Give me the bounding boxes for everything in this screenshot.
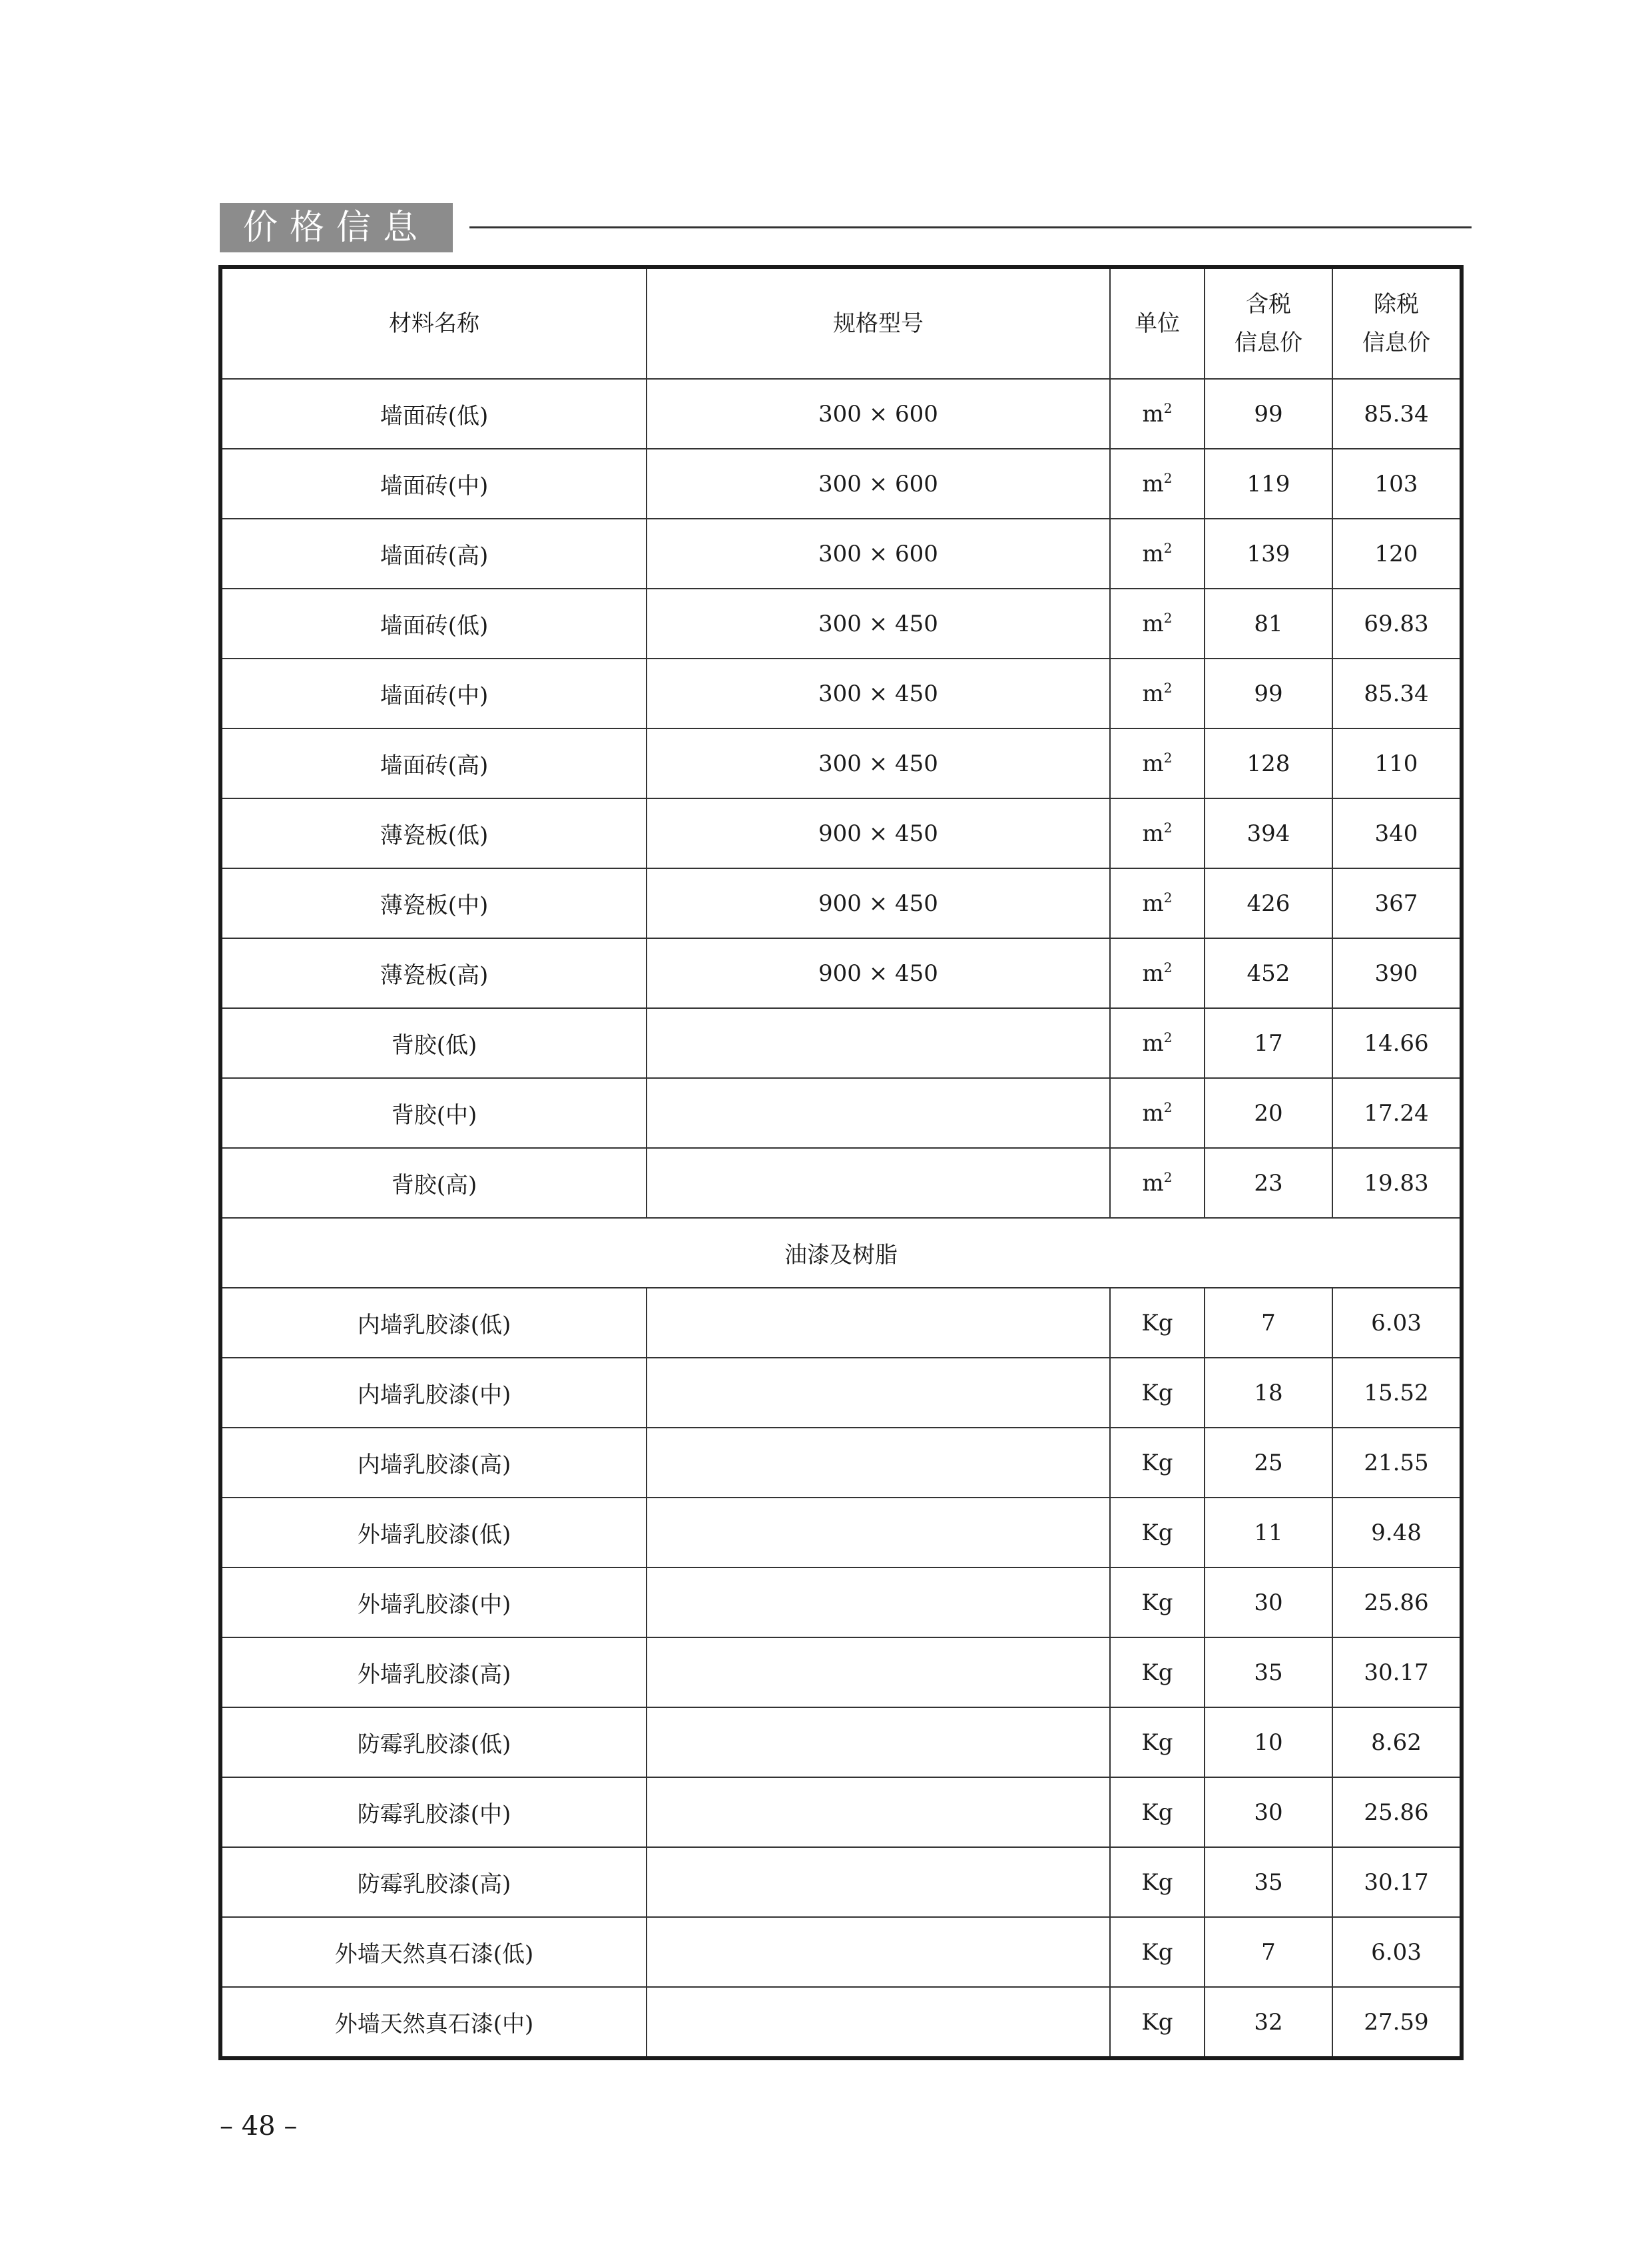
table-row <box>220 379 1462 449</box>
unit-superscript: 2 <box>1163 679 1173 696</box>
material-name-cell: 墙面砖(中) <box>220 659 647 728</box>
tax-included-price-cell: 452 <box>1205 938 1332 1008</box>
table-row <box>220 868 1462 938</box>
unit-text: Kg <box>1141 1868 1173 1896</box>
spec-cell: 300 × 600 <box>647 519 1110 589</box>
unit-cell <box>1110 1637 1205 1707</box>
material-name-cell: 外墙乳胶漆(高) <box>220 1637 647 1707</box>
table-row <box>220 1498 1462 1567</box>
unit-text: m <box>1142 1169 1164 1197</box>
tax-excluded-price-cell: 19.83 <box>1332 1148 1462 1218</box>
tax-included-price-cell: 20 <box>1205 1078 1332 1148</box>
table-row <box>220 1917 1462 1987</box>
spec-cell: 300 × 450 <box>647 728 1110 798</box>
material-name-cell: 外墙天然真石漆(低) <box>220 1917 647 1987</box>
tax-excluded-price-cell: 15.52 <box>1332 1358 1462 1428</box>
table-row <box>220 728 1462 798</box>
tax-included-price-cell: 81 <box>1205 589 1332 659</box>
material-name-cell: 墙面砖(高) <box>220 519 647 589</box>
spec-cell: 300 × 450 <box>647 659 1110 728</box>
spec-cell <box>647 1498 1110 1567</box>
spec-cell: 300 × 600 <box>647 449 1110 519</box>
unit-text: m <box>1142 470 1164 497</box>
unit-text: Kg <box>1141 1659 1173 1686</box>
tax-included-price-cell: 17 <box>1205 1008 1332 1078</box>
unit-cell <box>1110 1428 1205 1498</box>
tax-excluded-price-cell: 390 <box>1332 938 1462 1008</box>
table-row <box>220 1078 1462 1148</box>
unit-text: m <box>1142 750 1164 777</box>
unit-cell <box>1110 798 1205 868</box>
unit-superscript: 2 <box>1163 749 1173 766</box>
unit-cell <box>1110 589 1205 659</box>
tax-excluded-price-cell: 25.86 <box>1332 1567 1462 1637</box>
table-row <box>220 1777 1462 1847</box>
table-row <box>220 589 1462 659</box>
tax-included-price-cell: 35 <box>1205 1637 1332 1707</box>
unit-cell <box>1110 1777 1205 1847</box>
table-body <box>220 379 1462 2058</box>
spec-cell: 900 × 450 <box>647 798 1110 868</box>
spec-cell: 300 × 450 <box>647 589 1110 659</box>
unit-cell <box>1110 1917 1205 1987</box>
material-name-cell: 防霉乳胶漆(低) <box>220 1707 647 1777</box>
tax-included-price-cell: 10 <box>1205 1707 1332 1777</box>
unit-superscript: 2 <box>1163 539 1173 556</box>
tax-included-price-cell: 30 <box>1205 1777 1332 1847</box>
table-row <box>220 1987 1462 2058</box>
table-row <box>220 1707 1462 1777</box>
tax-included-price-cell: 30 <box>1205 1567 1332 1637</box>
unit-text: m <box>1142 680 1164 707</box>
unit-cell <box>1110 1078 1205 1148</box>
unit-cell <box>1110 1847 1205 1917</box>
table-row <box>220 449 1462 519</box>
table-row <box>220 1847 1462 1917</box>
unit-text: Kg <box>1141 1379 1173 1406</box>
tax-included-price-cell: 99 <box>1205 379 1332 449</box>
tax-excluded-price-cell: 9.48 <box>1332 1498 1462 1567</box>
tax-excluded-price-cell: 6.03 <box>1332 1288 1462 1358</box>
table-row <box>220 1148 1462 1218</box>
spec-cell <box>647 1428 1110 1498</box>
unit-superscript: 2 <box>1163 959 1173 976</box>
table-row <box>220 798 1462 868</box>
tax-included-price-cell: 7 <box>1205 1288 1332 1358</box>
material-name-cell: 外墙乳胶漆(低) <box>220 1498 647 1567</box>
table-row <box>220 1567 1462 1637</box>
column-header-unit: 单位 <box>1110 267 1205 379</box>
unit-cell <box>1110 659 1205 728</box>
spec-cell <box>647 1847 1110 1917</box>
tax-included-price-cell: 35 <box>1205 1847 1332 1917</box>
tax-included-price-cell: 128 <box>1205 728 1332 798</box>
unit-cell <box>1110 938 1205 1008</box>
tax-excluded-price-cell: 6.03 <box>1332 1917 1462 1987</box>
page-number: – 48 – <box>220 2111 298 2141</box>
category-label: 油漆及树脂 <box>220 1218 1462 1288</box>
tax-excluded-price-cell: 85.34 <box>1332 379 1462 449</box>
unit-cell <box>1110 1567 1205 1637</box>
unit-superscript: 2 <box>1163 1099 1173 1115</box>
unit-superscript: 2 <box>1163 469 1173 486</box>
tax-excluded-price-cell: 340 <box>1332 798 1462 868</box>
spec-cell <box>647 1637 1110 1707</box>
material-name-cell: 墙面砖(低) <box>220 379 647 449</box>
column-header-spec: 规格型号 <box>647 267 1110 379</box>
tax-included-price-cell: 99 <box>1205 659 1332 728</box>
unit-text: Kg <box>1141 1519 1173 1546</box>
tax-included-price-cell: 119 <box>1205 449 1332 519</box>
spec-cell <box>647 1148 1110 1218</box>
spec-cell <box>647 1917 1110 1987</box>
unit-text: m <box>1142 890 1164 917</box>
unit-superscript: 2 <box>1163 609 1173 626</box>
material-name-cell: 外墙天然真石漆(中) <box>220 1987 647 2058</box>
material-name-cell: 防霉乳胶漆(高) <box>220 1847 647 1917</box>
material-name-cell: 内墙乳胶漆(低) <box>220 1288 647 1358</box>
tax-excluded-price-cell: 17.24 <box>1332 1078 1462 1148</box>
spec-cell <box>647 1707 1110 1777</box>
unit-superscript: 2 <box>1163 400 1173 416</box>
table-row <box>220 938 1462 1008</box>
tax-excluded-price-cell: 30.17 <box>1332 1637 1462 1707</box>
unit-cell <box>1110 1148 1205 1218</box>
table-row <box>220 1008 1462 1078</box>
unit-cell <box>1110 1707 1205 1777</box>
tax-included-price-cell: 394 <box>1205 798 1332 868</box>
tax-excluded-price-cell: 30.17 <box>1332 1847 1462 1917</box>
unit-cell <box>1110 449 1205 519</box>
price-table <box>218 265 1464 2060</box>
tax-included-price-cell: 426 <box>1205 868 1332 938</box>
material-name-cell: 薄瓷板(低) <box>220 798 647 868</box>
material-name-cell: 背胶(低) <box>220 1008 647 1078</box>
unit-text: m <box>1142 610 1164 637</box>
material-name-cell: 背胶(高) <box>220 1148 647 1218</box>
tax-excluded-price-cell: 103 <box>1332 449 1462 519</box>
tax-excluded-price-cell: 120 <box>1332 519 1462 589</box>
spec-cell <box>647 1288 1110 1358</box>
unit-superscript: 2 <box>1163 1169 1173 1185</box>
tax-excluded-price-cell: 69.83 <box>1332 589 1462 659</box>
material-name-cell: 薄瓷板(高) <box>220 938 647 1008</box>
unit-text: m <box>1142 400 1164 427</box>
material-name-cell: 墙面砖(高) <box>220 728 647 798</box>
material-name-cell: 内墙乳胶漆(中) <box>220 1358 647 1428</box>
section-title: 价格信息 <box>220 203 453 252</box>
tax-excluded-price-cell: 85.34 <box>1332 659 1462 728</box>
unit-superscript: 2 <box>1163 1029 1173 1045</box>
spec-cell <box>647 1567 1110 1637</box>
tax-included-price-cell: 11 <box>1205 1498 1332 1567</box>
tax-excluded-price-cell: 110 <box>1332 728 1462 798</box>
table-header-row <box>220 267 1462 379</box>
unit-text: m <box>1142 820 1164 847</box>
spec-cell: 900 × 450 <box>647 868 1110 938</box>
material-name-cell: 背胶(中) <box>220 1078 647 1148</box>
unit-text: Kg <box>1141 1938 1173 1966</box>
unit-text: Kg <box>1141 1309 1173 1336</box>
unit-text: Kg <box>1141 1589 1173 1616</box>
material-name-cell: 外墙乳胶漆(中) <box>220 1567 647 1637</box>
material-name-cell: 防霉乳胶漆(中) <box>220 1777 647 1847</box>
table-row <box>220 1358 1462 1428</box>
unit-text: m <box>1142 1029 1164 1057</box>
tax-included-price-cell: 139 <box>1205 519 1332 589</box>
unit-cell <box>1110 1987 1205 2058</box>
unit-cell <box>1110 379 1205 449</box>
tax-excluded-price-cell: 21.55 <box>1332 1428 1462 1498</box>
tax-included-price-cell: 23 <box>1205 1148 1332 1218</box>
header-rule <box>469 226 1472 228</box>
material-name-cell: 墙面砖(中) <box>220 449 647 519</box>
unit-cell <box>1110 519 1205 589</box>
tax-included-price-cell: 7 <box>1205 1917 1332 1987</box>
material-name-cell: 墙面砖(低) <box>220 589 647 659</box>
tax-excluded-price-cell: 25.86 <box>1332 1777 1462 1847</box>
column-header-tax-excluded: 除税 信息价 <box>1332 267 1462 379</box>
unit-cell <box>1110 868 1205 938</box>
spec-cell <box>647 1777 1110 1847</box>
unit-text: Kg <box>1141 2008 1173 2036</box>
tax-included-price-cell: 18 <box>1205 1358 1332 1428</box>
table-row <box>220 1288 1462 1358</box>
unit-text: m <box>1142 540 1164 567</box>
spec-cell: 300 × 600 <box>647 379 1110 449</box>
unit-cell <box>1110 1288 1205 1358</box>
table-row <box>220 659 1462 728</box>
column-header-tax-included: 含税 信息价 <box>1205 267 1332 379</box>
unit-superscript: 2 <box>1163 819 1173 836</box>
spec-cell <box>647 1008 1110 1078</box>
tax-excluded-price-cell: 367 <box>1332 868 1462 938</box>
unit-superscript: 2 <box>1163 889 1173 906</box>
unit-cell <box>1110 1498 1205 1567</box>
spec-cell <box>647 1987 1110 2058</box>
tax-included-price-cell: 25 <box>1205 1428 1332 1498</box>
table-row <box>220 1428 1462 1498</box>
spec-cell: 900 × 450 <box>647 938 1110 1008</box>
unit-cell <box>1110 1358 1205 1428</box>
material-name-cell: 内墙乳胶漆(高) <box>220 1428 647 1498</box>
tax-excluded-price-cell: 14.66 <box>1332 1008 1462 1078</box>
column-header-material-name: 材料名称 <box>220 267 647 379</box>
table-row <box>220 1637 1462 1707</box>
unit-cell <box>1110 728 1205 798</box>
table-row <box>220 519 1462 589</box>
unit-text: m <box>1142 1099 1164 1127</box>
unit-cell <box>1110 1008 1205 1078</box>
spec-cell <box>647 1078 1110 1148</box>
category-row <box>220 1218 1462 1288</box>
unit-text: Kg <box>1141 1449 1173 1476</box>
spec-cell <box>647 1358 1110 1428</box>
tax-excluded-price-cell: 8.62 <box>1332 1707 1462 1777</box>
tax-excluded-price-cell: 27.59 <box>1332 1987 1462 2058</box>
unit-text: Kg <box>1141 1799 1173 1826</box>
unit-text: m <box>1142 960 1164 987</box>
unit-text: Kg <box>1141 1729 1173 1756</box>
material-name-cell: 薄瓷板(中) <box>220 868 647 938</box>
tax-included-price-cell: 32 <box>1205 1987 1332 2058</box>
